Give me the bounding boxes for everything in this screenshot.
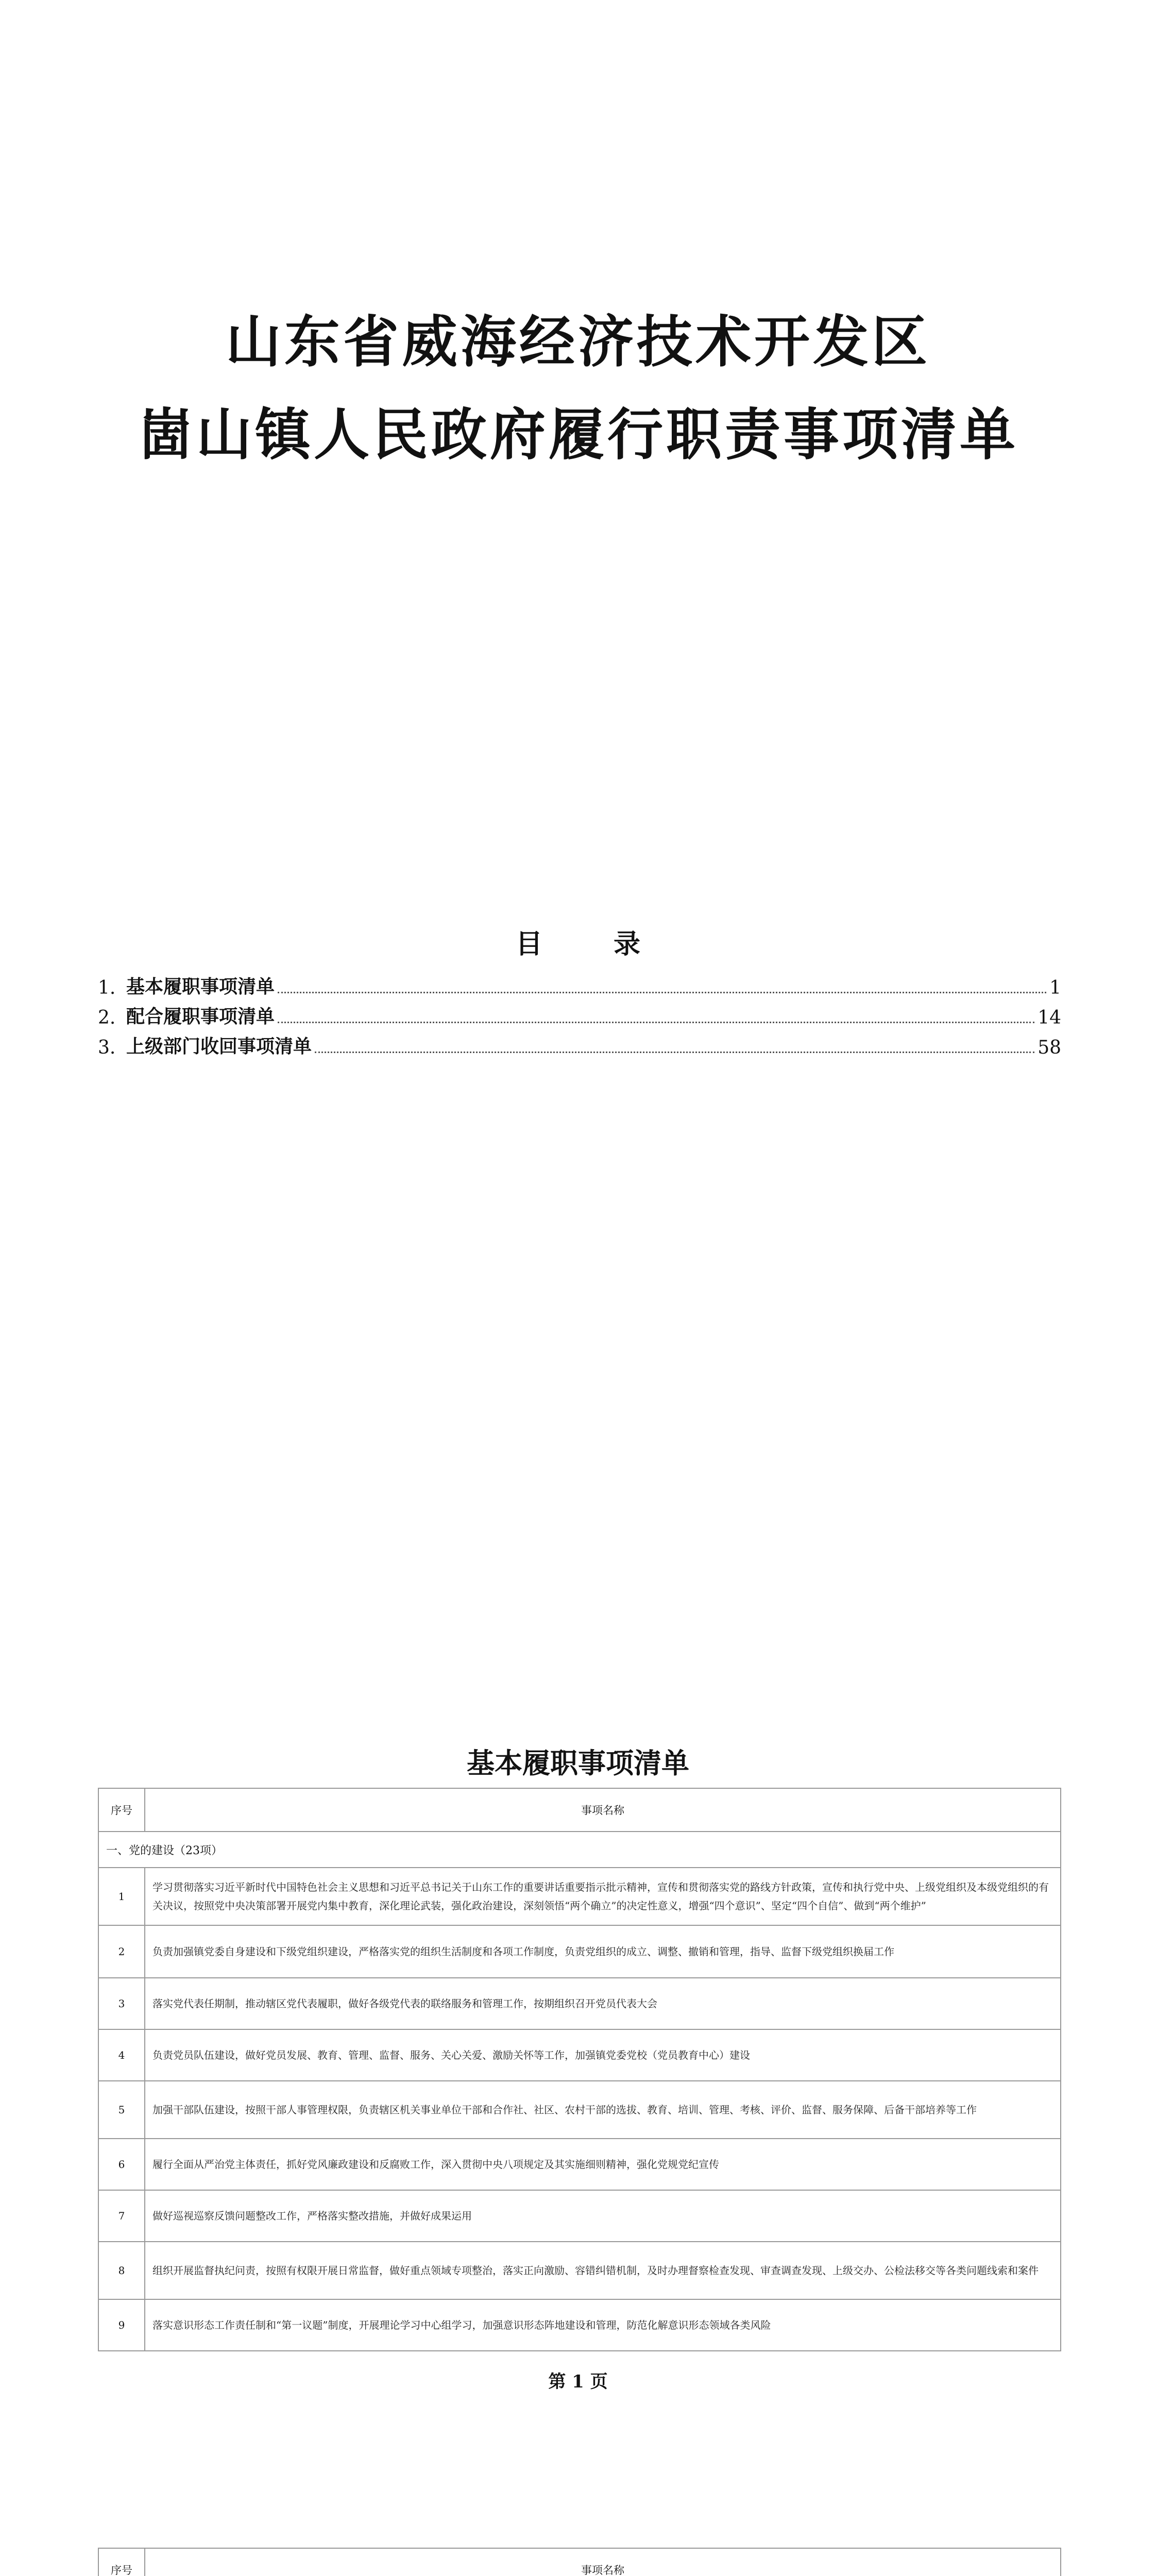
toc-leader-dots (278, 992, 1046, 993)
toc-leader-dots (315, 1052, 1034, 1053)
row-text: 学习贯彻落实习近平新时代中国特色社会主义思想和习近平总书记关于山东工作的重要讲话重要指示批示精神，宣传和贯彻落实党的路线方针政策，宣传和执行党中央、上级党组织及本级党组织的有关决议，按照党中央决策部署开展党内集中教育，深化理论武装，强化政治建设，深刻领悟“两个确立”的决定性意义，增强“四个意识”、坚定“四个自信”、做到“两个维护” (145, 1868, 1061, 1925)
page1-title: 基本履职事项清单 (467, 1747, 689, 1780)
row-number: 1 (98, 1868, 145, 1925)
column-header-name: 事项名称 (145, 2548, 1061, 2576)
row-number: 8 (98, 2242, 145, 2299)
toc-item-3[interactable] (98, 1028, 1061, 1058)
column-header-seq: 序号 (98, 1788, 145, 1832)
toc-item-number: 1. (98, 977, 116, 998)
toc-item-label: 基本履职事项清单 (126, 976, 275, 997)
row-number: 4 (98, 2029, 145, 2081)
table-row (98, 2190, 1061, 2242)
toc-leader-dots (278, 1022, 1034, 1023)
toc-heading: 目 录 (515, 928, 672, 960)
row-text: 做好巡视巡察反馈问题整改工作，严格落实整改措施，并做好成果运用 (145, 2190, 1061, 2242)
toc-item-label: 上级部门收回事项清单 (126, 1036, 312, 1057)
column-header-seq: 序号 (98, 2548, 145, 2576)
toc-item-number: 2. (98, 1007, 116, 1028)
row-text: 加强干部队伍建设，按照干部人事管理权限，负责辖区机关事业单位干部和合作社、社区、农村干部的选拔、教育、培训、管理、考核、评价、监督、服务保障、后备干部培养等工作 (145, 2081, 1061, 2139)
row-number: 6 (98, 2139, 145, 2190)
table-of-contents (98, 969, 1061, 1058)
row-text: 落实意识形态工作责任制和“第一议题”制度，开展理论学习中心组学习，加强意识形态阵地建设和管理，防范化解意识形态领域各类风险 (145, 2299, 1061, 2351)
cover-title-line2: 崮山镇人民政府履行职责事项清单 (137, 402, 1018, 467)
toc-item-1[interactable] (98, 969, 1061, 998)
toc-item-page: 58 (1038, 1037, 1061, 1058)
page1-footer: 第 1 页 (548, 2371, 608, 2392)
row-number: 9 (98, 2299, 145, 2351)
table-row (98, 2081, 1061, 2139)
table-row (98, 2029, 1061, 2081)
row-number: 3 (98, 1978, 145, 2029)
page2-duty-table (98, 2548, 1061, 2576)
row-text: 组织开展监督执纪问责，按照有权限开展日常监督，做好重点领域专项整治，落实正向激励、容错纠错机制，及时办理督察检查发现、审查调查发现、上级交办、公检法移交等各类问题线索和案件 (145, 2242, 1061, 2299)
table-header-row (98, 1788, 1061, 1832)
table-row (98, 2299, 1061, 2351)
row-number: 7 (98, 2190, 145, 2242)
page1-duty-table (98, 1788, 1061, 2351)
row-number: 5 (98, 2081, 145, 2139)
row-text: 履行全面从严治党主体责任，抓好党风廉政建设和反腐败工作，深入贯彻中央八项规定及其实施细则精神，强化党规党纪宣传 (145, 2139, 1061, 2190)
category-row (98, 1832, 1061, 1868)
row-text: 负责党员队伍建设，做好党员发展、教育、管理、监督、服务、关心关爱、激励关怀等工作，加强镇党委党校（党员教育中心）建设 (145, 2029, 1061, 2081)
table-header-row (98, 2548, 1061, 2576)
table-row (98, 2139, 1061, 2190)
toc-item-2[interactable] (98, 998, 1061, 1028)
toc-item-page: 1 (1049, 977, 1061, 998)
cover-title-line1: 山东省威海经济技术开发区 (225, 310, 930, 375)
table-row (98, 1978, 1061, 2029)
toc-item-number: 3. (98, 1037, 116, 1058)
table-row (98, 1868, 1061, 1925)
toc-item-page: 14 (1038, 1007, 1061, 1028)
toc-item-label: 配合履职事项清单 (126, 1006, 275, 1027)
row-text: 落实党代表任期制，推动辖区党代表履职，做好各级党代表的联络服务和管理工作，按期组织召开党员代表大会 (145, 1978, 1061, 2029)
row-text: 负责加强镇党委自身建设和下级党组织建设，严格落实党的组织生活制度和各项工作制度，负责党组织的成立、调整、撤销和管理，指导、监督下级党组织换届工作 (145, 1925, 1061, 1978)
table-row (98, 1925, 1061, 1978)
category-label: 一、党的建设（23项） (98, 1832, 1061, 1868)
table-row (98, 2242, 1061, 2299)
column-header-name: 事项名称 (145, 1788, 1061, 1832)
row-number: 2 (98, 1925, 145, 1978)
